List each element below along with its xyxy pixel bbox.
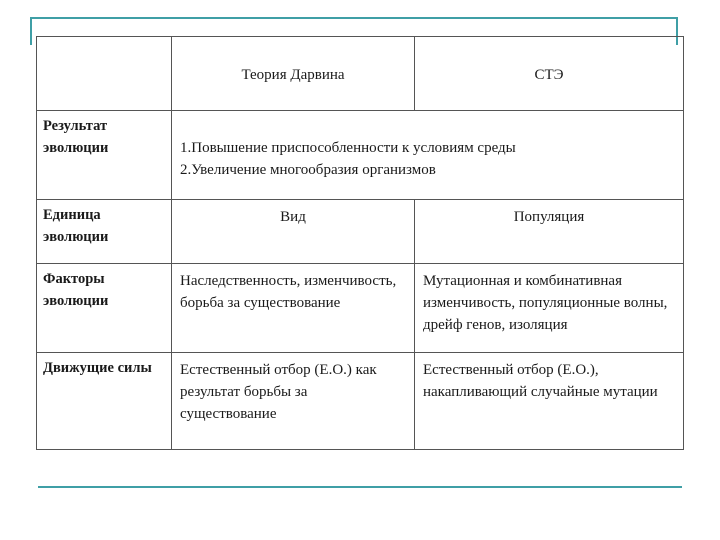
table-row bbox=[36, 199, 684, 263]
factors-darwin-cell: Наследственность, изменчивость, борьба за существование bbox=[171, 263, 414, 352]
evolution-comparison-table bbox=[36, 36, 684, 450]
unit-ste-cell: Популяция bbox=[414, 199, 684, 263]
table-row bbox=[36, 110, 684, 198]
forces-darwin-cell: Естественный отбор (Е.О.) как результат борьбы за существование bbox=[171, 352, 414, 450]
slide-accent-line-left bbox=[30, 17, 32, 45]
header-ste: СТЭ bbox=[414, 36, 684, 110]
forces-ste-cell: Естественный отбор (Е.О.), накапливающий случайные мутации bbox=[414, 352, 684, 450]
header-empty-cell bbox=[36, 36, 171, 110]
factors-ste-cell: Мутационная и комбинативная изменчивость, популяционные волны, дрейф генов, изоляция bbox=[414, 263, 684, 352]
header-darwin-theory: Теория Дарвина bbox=[171, 36, 414, 110]
slide-accent-line-bottom bbox=[38, 486, 682, 488]
result-merged-cell: 1.Повышение приспособленности к условиям среды 2.Увеличение многообразия организмов bbox=[171, 110, 684, 198]
row-label-result: Результат эволюции bbox=[36, 110, 171, 198]
row-label-factors: Факторы эволюции bbox=[36, 263, 171, 352]
table-header-row bbox=[36, 36, 684, 110]
table-row bbox=[36, 263, 684, 352]
row-label-forces: Движущие силы bbox=[36, 352, 171, 450]
slide-accent-line-top bbox=[30, 17, 678, 19]
row-label-unit: Единица эволюции bbox=[36, 199, 171, 263]
unit-darwin-cell: Вид bbox=[171, 199, 414, 263]
table-row bbox=[36, 352, 684, 450]
